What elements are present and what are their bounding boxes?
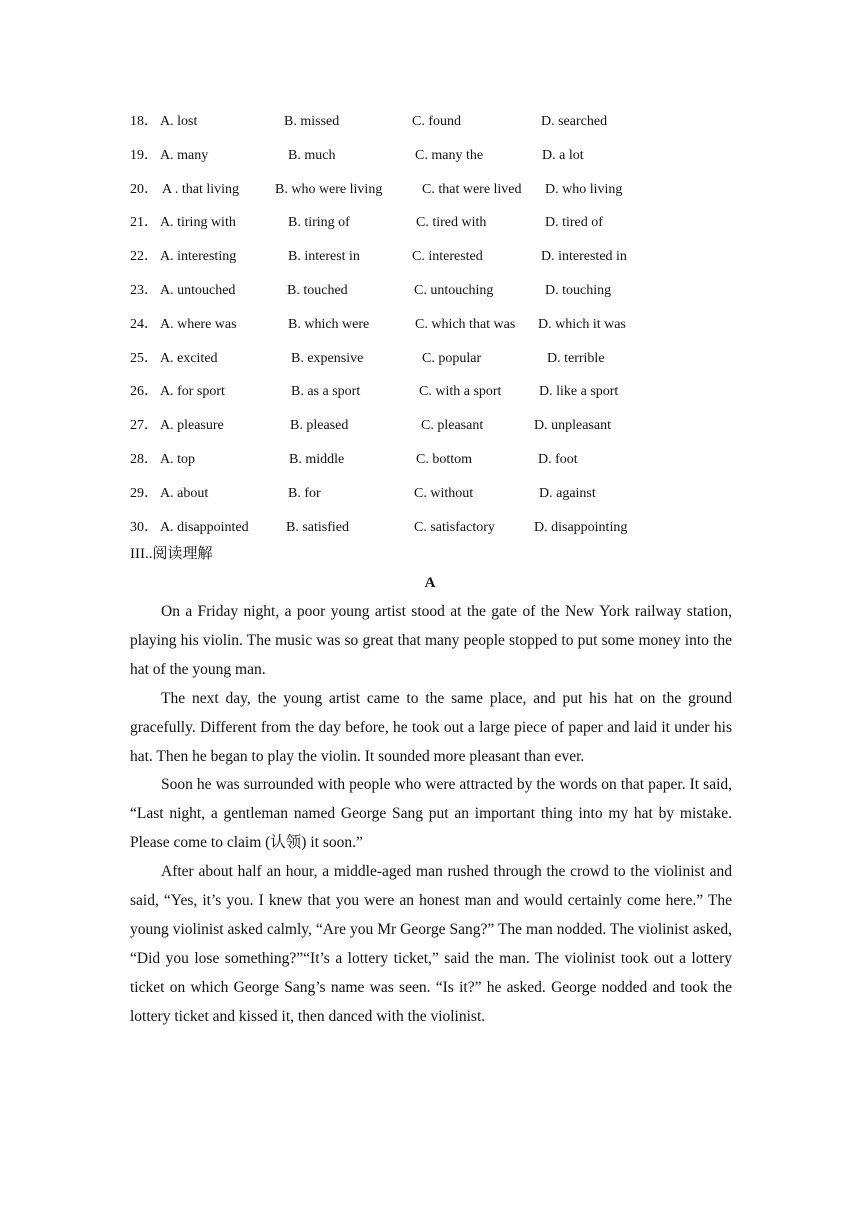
question-row	[130, 178, 750, 212]
reading-passage	[130, 598, 732, 1032]
option-c: C. interested	[412, 249, 483, 265]
option-a: A. interesting	[160, 249, 237, 265]
question-number: 23．	[130, 282, 158, 298]
option-a: A. pleasure	[160, 418, 224, 434]
option-b: B. who were living	[275, 181, 383, 197]
question-row	[130, 313, 750, 347]
option-b: B. tiring of	[288, 215, 350, 231]
option-d: D. tired of	[545, 215, 603, 231]
question-row	[130, 245, 750, 279]
option-d: D. terrible	[547, 350, 605, 366]
option-b: B. pleased	[290, 418, 349, 434]
paragraph: On a Friday night, a poor young artist stood at the gate of the New York railway station, playing his violin. The music was so great that many people stopped to put some money into the hat of the young man.	[130, 603, 732, 678]
option-d: D. searched	[541, 114, 608, 129]
option-c: C. untouching	[414, 282, 494, 298]
option-c: C. without	[414, 485, 474, 501]
paragraph: After about half an hour, a middle-aged man rushed through the crowd to the violinist and said, “Yes, it’s you. I knew that you were an honest man and would certainly come here.” The young violinist asked calmly, “Are you Mr George Sang?” The man nodded. The violinist asked, “Did you lose something?”“It’s a lottery ticket,” said the man. The violinist took out a lottery ticket on which George Sang’s name was seen. “Is it?” he asked. George nodded and took the lottery ticket and kissed it, then danced with the violinist.	[130, 863, 732, 1025]
option-b: B. which were	[288, 316, 370, 332]
question-number: 25．	[130, 350, 158, 366]
question-number: 21．	[130, 215, 158, 231]
question-row	[130, 448, 750, 482]
question-number: 22．	[130, 249, 158, 265]
option-a: A. many	[160, 147, 209, 163]
option-b: B. satisfied	[286, 519, 349, 535]
option-d: D. unpleasant	[534, 418, 611, 434]
question-number: 19．	[130, 147, 158, 163]
passage-title: A	[424, 575, 436, 591]
answer-options-list	[130, 110, 750, 549]
option-b: B. expensive	[291, 350, 364, 366]
option-d: D. foot	[538, 451, 578, 467]
option-a: A. about	[160, 485, 209, 501]
option-a: A. where was	[160, 316, 237, 332]
option-a: A . that living	[162, 181, 239, 197]
option-d: D. which it was	[538, 316, 626, 332]
question-row	[130, 211, 750, 245]
question-number: 20．	[130, 181, 158, 197]
question-row	[130, 414, 750, 448]
option-b: B. touched	[287, 282, 348, 298]
question-row	[130, 347, 750, 381]
option-d: D. against	[539, 485, 596, 501]
option-c: C. pleasant	[421, 418, 484, 434]
question-number: 30．	[130, 519, 158, 535]
option-b: B. interest in	[288, 249, 360, 265]
option-b: B. much	[288, 147, 336, 163]
option-a: A. top	[160, 451, 195, 467]
question-row	[130, 144, 750, 178]
option-a: A. lost	[160, 114, 198, 129]
option-a: A. excited	[160, 350, 218, 366]
option-d: D. interested in	[541, 249, 627, 265]
question-row	[130, 279, 750, 313]
option-c: C. with a sport	[419, 384, 502, 400]
option-c: C. that were lived	[422, 181, 522, 197]
option-c: C. many the	[415, 147, 484, 163]
option-c: C. popular	[422, 350, 482, 366]
question-row	[130, 482, 750, 516]
option-d: D. disappointing	[534, 519, 628, 535]
question-row	[130, 380, 750, 414]
question-number: 24．	[130, 316, 158, 332]
option-b: B. missed	[284, 114, 340, 129]
option-c: C. which that was	[415, 316, 516, 332]
option-a: A. tiring with	[160, 215, 236, 231]
option-a: A. untouched	[160, 282, 236, 298]
option-c: C. bottom	[416, 451, 473, 467]
question-number: 27．	[130, 418, 158, 434]
question-row	[130, 110, 750, 144]
option-b: B. middle	[289, 451, 345, 467]
question-row	[130, 516, 750, 550]
option-c: C. tired with	[416, 215, 487, 231]
option-d: D. like a sport	[539, 384, 619, 400]
option-a: A. disappointed	[160, 519, 249, 535]
question-number: 29．	[130, 485, 158, 501]
option-b: B. as a sport	[291, 384, 361, 400]
paragraph: The next day, the young artist came to the same place, and put his hat on the ground gracefully. Different from the day before, he took out a large piece of paper and laid it under his hat. Then he began to play the violin. It sounded more pleasant than ever.	[130, 689, 732, 765]
option-c: C. satisfactory	[414, 519, 495, 535]
paragraph: Soon he was surrounded with people who were attracted by the words on that paper. It said, “Last night, a gentleman named George Sang put an important thing into my hat by mistake. Please come to claim (认领) it soon.”	[130, 776, 732, 852]
option-d: D. touching	[545, 282, 612, 298]
question-number: 28．	[130, 451, 158, 467]
section-heading: III..阅读理解	[130, 546, 213, 562]
question-number: 26．	[130, 384, 158, 400]
option-d: D. a lot	[542, 147, 584, 163]
option-d: D. who living	[545, 181, 623, 197]
option-a: A. for sport	[160, 384, 225, 400]
question-number: 18．	[130, 114, 158, 129]
option-b: B. for	[288, 485, 321, 501]
option-c: C. found	[412, 114, 461, 129]
